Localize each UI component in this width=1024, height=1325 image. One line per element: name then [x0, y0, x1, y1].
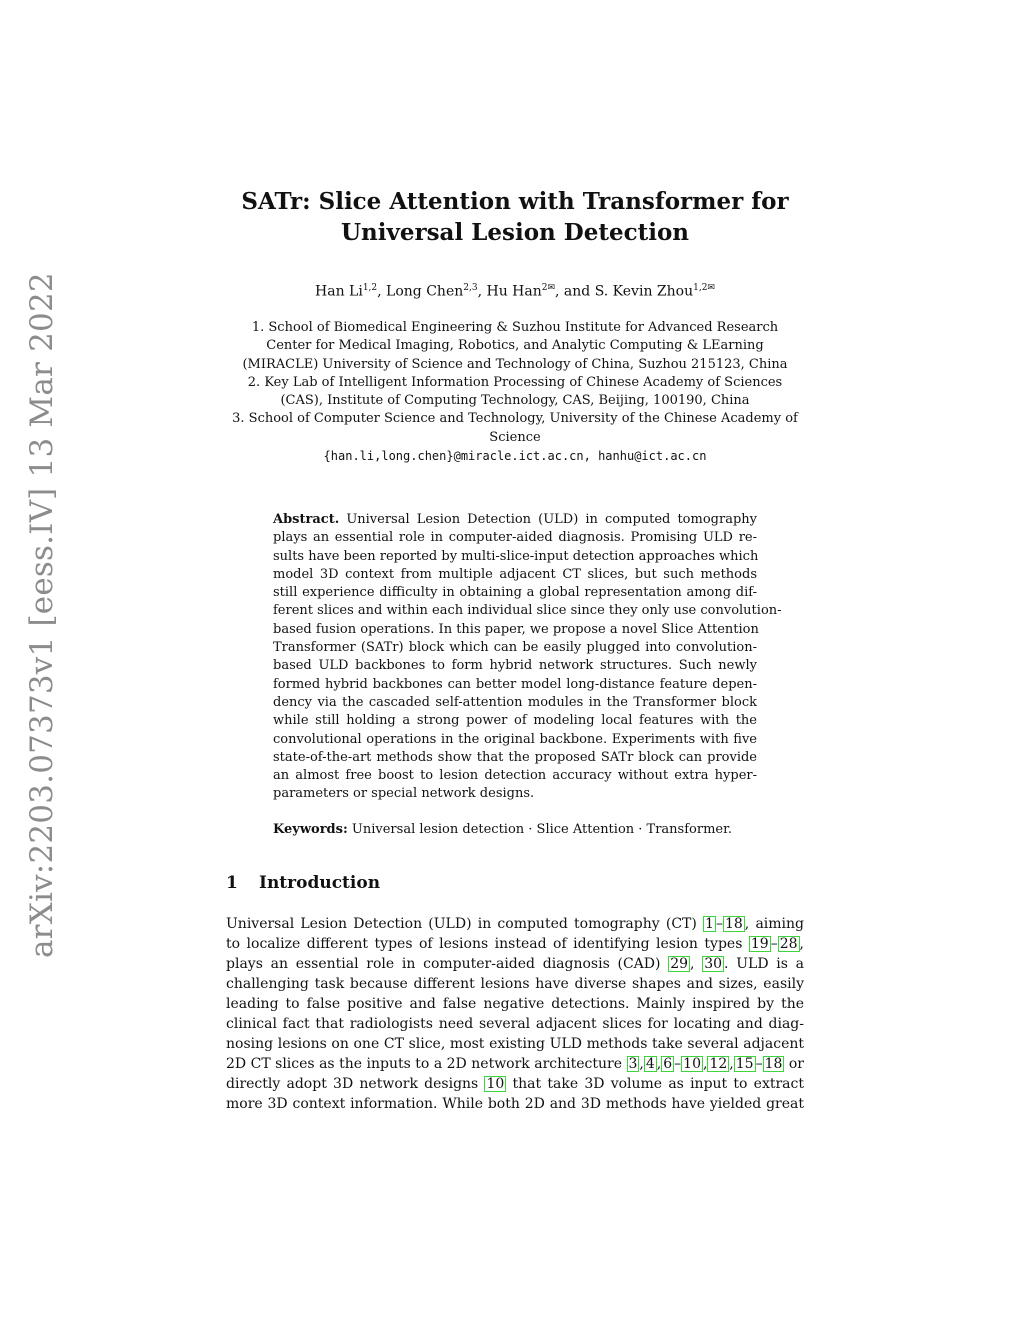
arxiv-identifier[interactable]: arXiv:2203.07373v1 [eess.IV] 13 Mar 2022 [24, 272, 60, 958]
citation-link[interactable]: 18 [764, 1056, 783, 1072]
abstract [273, 511, 782, 804]
keywords [273, 822, 757, 837]
citation-link[interactable]: 19 [750, 936, 769, 952]
affiliation-line: 3. School of Computer Science and Technology, University of the Chinese Academy of [232, 411, 798, 427]
body-text: , [656, 1056, 662, 1072]
citation-link[interactable]: 18 [724, 916, 743, 932]
abstract-line: based ULD backbones to form hybrid network structures. Such newly [273, 658, 757, 674]
body-line [226, 1074, 804, 1094]
body-line: challenging task because different lesions have diverse shapes and sizes, easily [226, 976, 804, 992]
body-text: , aiming [744, 916, 805, 932]
affiliation-line: (CAS), Institute of Computing Technology, CAS, Beijing, 100190, China [280, 393, 750, 409]
body-text: . ULD is a [724, 956, 804, 972]
abstract-line: while still holding a strong power of modeling local features with the [273, 713, 757, 729]
body-line [226, 934, 804, 954]
section-number: 1 [226, 873, 238, 893]
body-text: , [639, 1056, 644, 1072]
abstract-line: model 3D context from multiple adjacent CT slices, but such methods [273, 566, 757, 582]
body-text: that take 3D volume as input to extract [506, 1076, 804, 1092]
citation-link[interactable]: 10 [683, 1056, 701, 1072]
abstract-label: Abstract. [273, 512, 340, 527]
body-line: clinical fact that radiologists need several adjacent slices for locating and diag- [226, 1016, 804, 1032]
body-text: , [729, 1056, 734, 1072]
citation-link[interactable]: 29 [670, 956, 689, 972]
abstract-line: plays an essential role in computer-aided diagnosis. Promising ULD re- [273, 530, 757, 546]
paper-title [200, 186, 830, 248]
citation-link[interactable]: 3 [628, 1056, 638, 1072]
keywords-label: Keywords: [273, 822, 348, 837]
body-line: nosing lesions on one CT slice, most existing ULD methods take several adjacent [226, 1036, 804, 1052]
citation-link[interactable]: 15 [735, 1056, 754, 1072]
body-text: – [755, 1056, 763, 1072]
body-text: to localize different types of lesions instead of identifying lesion types [226, 936, 749, 952]
author-kevin-zhou: , and S. Kevin Zhou [555, 283, 694, 300]
abstract-line [273, 511, 757, 529]
section-title: Introduction [259, 873, 381, 893]
citation-link[interactable]: 6 [663, 1056, 673, 1072]
title-line-1: SATr: Slice Attention with Transformer for [241, 188, 789, 215]
affiliation-line: Science [489, 429, 541, 445]
abstract-line: dency via the cascaded self-attention modules in the Transformer block [273, 694, 757, 710]
body-line [226, 914, 804, 934]
author-sup: 2✉ [541, 283, 556, 293]
abstract-line: sults have been reported by multi-slice-input detection approaches which [273, 548, 759, 564]
abstract-line: parameters or special network designs. [273, 786, 535, 802]
body-text: directly adopt 3D network designs [226, 1076, 485, 1092]
affiliation-line: (MIRACLE) University of Science and Technology of China, Suzhou 215123, China [242, 356, 788, 372]
citation-link[interactable]: 30 [704, 956, 723, 972]
body-text: – [715, 916, 723, 932]
affiliation-line: Center for Medical Imaging, Robotics, and Analytic Computing & LEarning [266, 338, 764, 354]
abstract-line: convolutional operations in the original backbone. Experiments with five [273, 731, 757, 747]
author-sup: 2,3 [463, 283, 478, 293]
abstract-line: Transformer (SATr) block which can be easily plugged into convolution- [273, 640, 757, 656]
body-text: or [784, 1056, 804, 1072]
body-line [226, 954, 804, 974]
body-text: – [770, 936, 778, 952]
abstract-line: an almost free boost to lesion detection accuracy without extra hyper- [273, 768, 757, 784]
body-text: Universal Lesion Detection (ULD) in computed tomography (CT) [226, 916, 704, 932]
body-text: , [799, 936, 804, 952]
body-line: more 3D context information. While both 2D and 3D methods have yielded great [226, 1096, 804, 1112]
affiliations [210, 319, 820, 465]
citation-link[interactable]: 4 [645, 1056, 655, 1072]
abstract-line: still experience difficulty in obtaining a global representation among dif- [273, 585, 757, 601]
body-text: 2D CT slices as the inputs to a 2D network architecture [226, 1056, 627, 1072]
abstract-line: state-of-the-art methods show that the proposed SATr block can provide [273, 749, 757, 765]
affiliation-line: 1. School of Biomedical Engineering & Suzhou Institute for Advanced Research [251, 320, 779, 335]
author-sup: 1,2 [362, 283, 378, 293]
body-line [226, 1054, 804, 1074]
body-text: – [674, 1056, 682, 1072]
abstract-line: ferent slices and within each individual slice since they only use convolution- [273, 603, 782, 619]
abstract-text: Universal Lesion Detection (ULD) in computed tomography [346, 512, 757, 527]
keywords-text: Universal lesion detection · Slice Attention · Transformer. [351, 822, 733, 837]
body-text: , [703, 1056, 708, 1072]
title-line-2: Universal Lesion Detection [340, 219, 690, 246]
abstract-line: formed hybrid backbones can better model long-distance feature depen- [273, 676, 757, 692]
citation-link[interactable]: 1 [705, 916, 714, 932]
abstract-line: based fusion operations. In this paper, we propose a novel Slice Attention [273, 621, 759, 637]
citation-link[interactable]: 12 [709, 1056, 728, 1072]
body-text: plays an essential role in computer-aided diagnosis (CAD) [226, 956, 669, 972]
introduction-text [226, 914, 804, 1114]
author-list [200, 283, 830, 300]
author-sup: 1,2✉ [693, 283, 715, 293]
author-hu-han: , Hu Han [477, 283, 542, 300]
body-text: , [690, 956, 703, 972]
body-line: leading to false positive and false negative detections. Mainly inspired by the [226, 996, 804, 1012]
citation-link[interactable]: 10 [486, 1076, 505, 1092]
section-heading [226, 873, 380, 893]
author-long-chen: , Long Chen [377, 283, 464, 300]
citation-link[interactable]: 28 [779, 936, 798, 952]
affiliation-line: 2. Key Lab of Intelligent Information Processing of Chinese Academy of Sciences [247, 374, 783, 390]
author-emails: {han.li,long.chen}@miracle.ict.ac.cn, hanhu@ict.ac.cn [323, 449, 707, 464]
author-han-li: Han Li [315, 283, 363, 300]
